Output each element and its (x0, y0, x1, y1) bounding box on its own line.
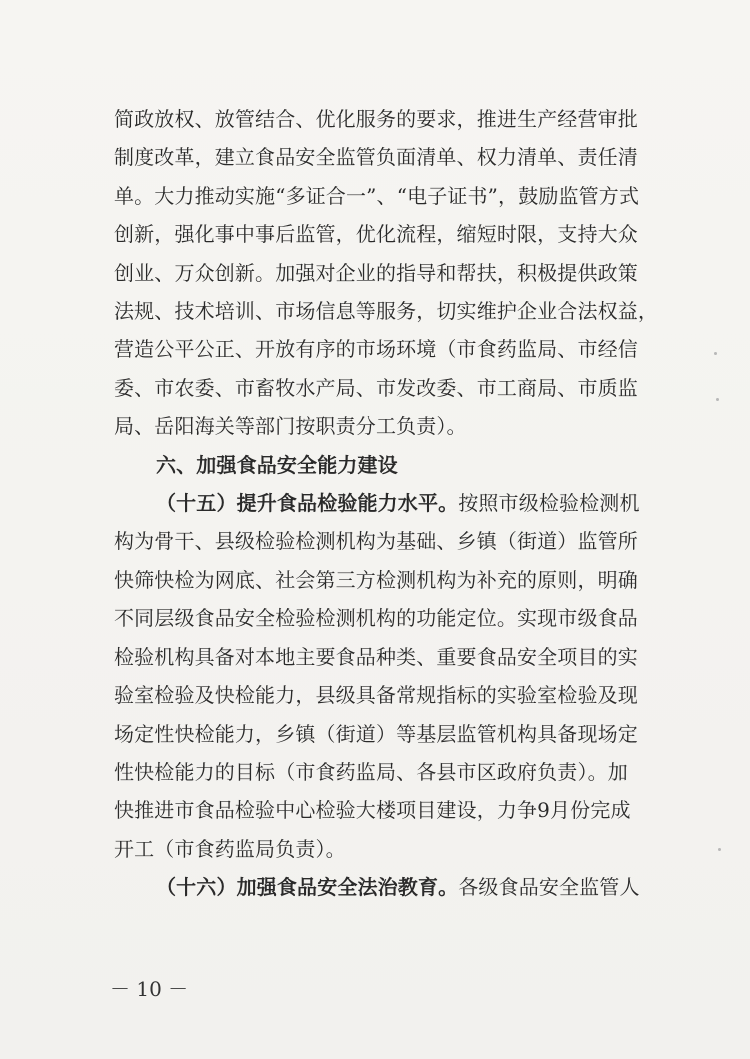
body-line: 简政放权、放管结合、优化服务的要求，推进生产经营审批 (114, 107, 638, 131)
body-line: 开工（市食药监局负责）。 (114, 836, 346, 861)
item15-first-line (114, 484, 642, 522)
body-line: 法规、技术培训、市场信息等服务，切实维护企业合法权益， (114, 299, 659, 324)
body-line: 快推进市食品检验中心检验大楼项目建设，力争9月份完成 (114, 798, 631, 823)
body-line: 单。大力推动实施“多证合一”、“电子证书”，鼓励监管方式 (114, 183, 640, 208)
body-line: 验室检验及快检能力，县级具备常规指标的实验室检验及现 (114, 683, 638, 708)
item15-text: 按照市级检验检测机 (458, 491, 640, 516)
item15-lead: （十五）提升食品检验能力水平。 (156, 491, 459, 516)
body-line: 委、市农委、市畜牧水产局、市发改委、市工商局、市质监 (114, 375, 638, 400)
section-heading: 六、加强食品安全能力建设 (156, 452, 398, 477)
body-line: 制度改革，建立食品安全监管负面清单、权力清单、责任清 (114, 145, 638, 170)
item16-text: 各级食品安全监管人 (458, 875, 640, 900)
body-line: 快筛快检为网底、社会第三方检测机构为补充的原则，明确 (114, 567, 638, 592)
body-line: 创新，强化事中事后监管，优化流程，缩短时限，支持大众 (114, 222, 638, 247)
body-line: 营造公平公正、开放有序的市场环境（市食药监局、市经信 (114, 337, 638, 362)
body-line: 场定性快检能力，乡镇（街道）等基层监管机构具备现场定 (114, 721, 638, 746)
document-body (114, 100, 659, 907)
body-line: 局、岳阳海关等部门按职责分工负责）。 (114, 414, 467, 439)
body-line: 检验机构具备对本地主要食品种类、重要食品安全项目的实 (114, 644, 638, 669)
item16-first-line (114, 868, 642, 906)
body-line: 创业、万众创新。加强对企业的指导和帮扶，积极提供政策 (114, 260, 638, 285)
item16-lead: （十六）加强食品安全法治教育。 (156, 875, 459, 900)
body-line: 构为骨干、县级检验检测机构为基础、乡镇（街道）监管所 (114, 529, 638, 554)
scan-speck (718, 848, 721, 851)
body-line: 不同层级食品安全检验检测机构的功能定位。实现市级食品 (114, 606, 638, 631)
scan-speck (714, 352, 717, 355)
scan-speck (716, 398, 719, 401)
page-number: － 10 － (110, 977, 189, 1001)
body-line: 性快检能力的目标（市食药监局、各县市区政府负责）。加 (114, 759, 628, 784)
